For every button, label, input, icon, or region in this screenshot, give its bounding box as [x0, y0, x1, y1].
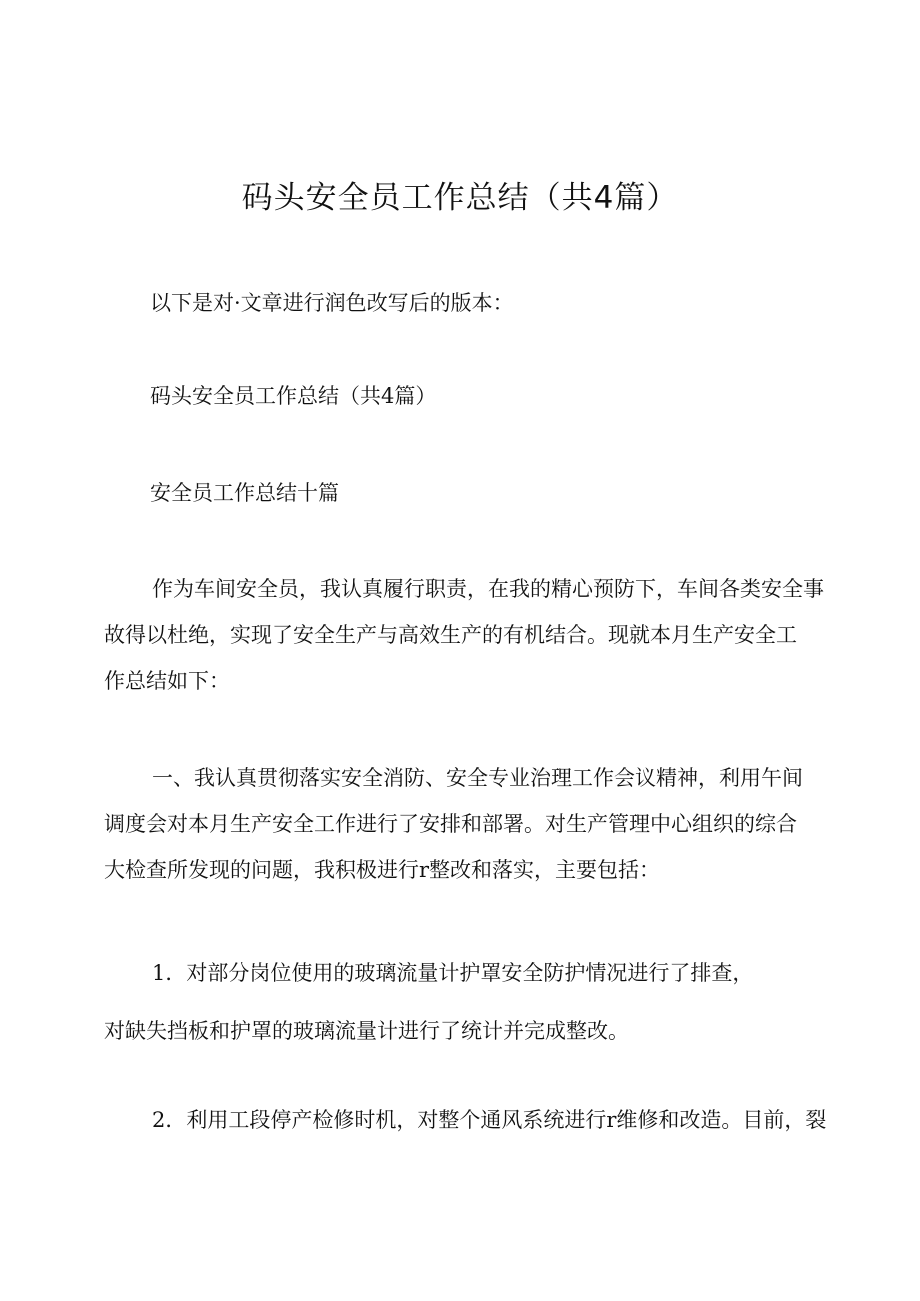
subtitle-ten-articles: 安全员工作总结十篇: [150, 481, 339, 505]
paragraph-section-one: [104, 755, 803, 893]
subtitle-repeat: 码头安全员工作总结（共4篇）: [150, 384, 437, 408]
paragraph-line: 大检查所发现的问题，我积极进行r整改和落实，主要包括：: [104, 858, 661, 882]
list-item-line: 2．利用工段停产检修时机，对整个通风系统进行r维修和改造。目前，裂: [152, 1108, 827, 1132]
paragraph-line: 故得以杜绝，实现了安全生产与高效生产的有机结合。现就本月生产安全工: [104, 623, 797, 647]
paragraph-line: 作为车间安全员，我认真履行职责，在我的精心预防下，车间各类安全事: [152, 577, 824, 601]
paragraph-line: 一、我认真贯彻落实安全消防、安全专业治理工作会议精神，利用午间: [152, 766, 803, 790]
list-item-one: [104, 950, 753, 1054]
list-item-line: 1．对部分岗位使用的玻璃流量计护罩安全防护情况进行了排查，: [152, 961, 754, 985]
paragraph-line: 调度会对本月生产安全工作进行了安排和部署。对生产管理中心组织的综合: [104, 812, 797, 836]
document-title: 码头安全员工作总结（共4篇）: [241, 180, 679, 216]
list-item-two: [104, 1097, 826, 1143]
paragraph-intro: [104, 566, 824, 704]
list-item-line: 对缺失挡板和护罩的玻璃流量计进行了统计并完成整改。: [104, 1019, 629, 1043]
intro-line: 以下是对·文章进行润色改写后的版本：: [150, 291, 514, 315]
paragraph-line: 作总结如下：: [104, 669, 230, 693]
